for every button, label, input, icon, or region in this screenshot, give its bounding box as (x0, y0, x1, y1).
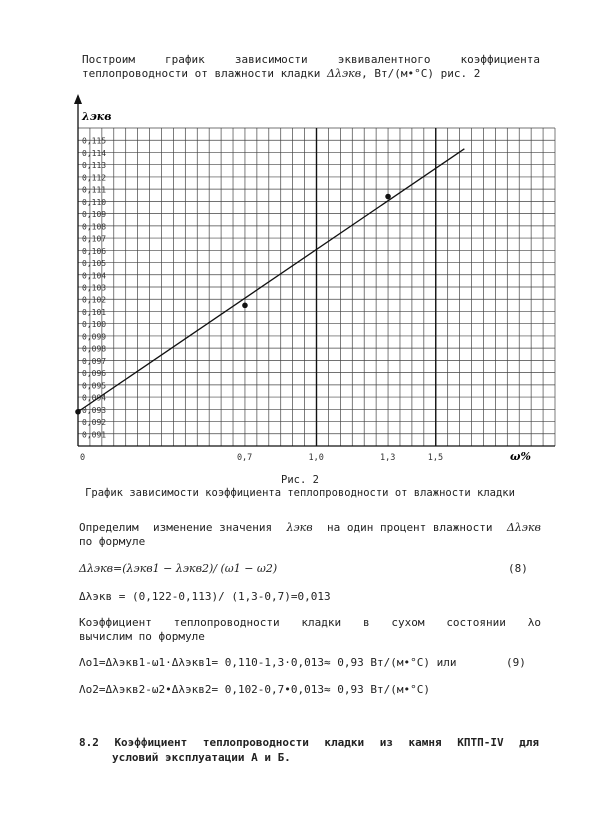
figure-caption: Рис. 2 (281, 474, 319, 486)
y-tick-label: 0,115 (82, 136, 107, 146)
word: теплопроводности (173, 616, 280, 629)
intro-word: Построим (82, 53, 135, 66)
word: КПТП-IV (457, 736, 504, 749)
y-tick-label: 0,102 (82, 295, 107, 305)
section-heading (79, 735, 539, 765)
x-tick-label: 0 (80, 453, 86, 463)
y-tick-label: 0,100 (82, 320, 107, 330)
equation-9a: Λо1=Δλэкв1-ω1·Δλэкв1= 0,110-1,3·0,013≈ 0,93 Вт/(м•°С) или (79, 656, 457, 669)
intro-word: зависимости (234, 53, 308, 66)
word: кладки (324, 736, 365, 749)
y-tick-label: 0,113 (82, 161, 107, 171)
y-axis-arrow (74, 94, 82, 104)
y-tick-label: 0,103 (82, 283, 107, 293)
x-tick-label: 1,3 (380, 453, 396, 463)
symbol: Δλэкв (506, 521, 541, 534)
y-tick-label: 0,110 (82, 197, 107, 207)
equation-8: Δλэкв=(λэкв1 − λэкв2)/ (ω1 − ω2) (79, 562, 278, 575)
paragraph-1 (79, 521, 541, 549)
paragraph-2-line-1 (79, 616, 541, 630)
chart-x-ticks (80, 453, 443, 463)
intro-word: график (165, 53, 205, 66)
word: состоянии (446, 616, 506, 629)
equation-9-number: (9) (506, 656, 526, 669)
paragraph-1-line-1 (79, 521, 541, 535)
word: λо (527, 616, 541, 629)
data-point (242, 303, 248, 309)
y-tick-label: 0,097 (82, 356, 107, 366)
section-heading-line-2: условий эксплуатации А и Б. (112, 751, 291, 764)
y-tick-label: 0,106 (82, 246, 107, 256)
y-tick-label: 0,094 (82, 393, 107, 403)
y-tick-label: 0,108 (82, 222, 107, 232)
intro-tail: , Вт/(м•°С) рис. 2 (361, 67, 481, 80)
word: Коэффициент (79, 616, 152, 629)
y-tick-label: 0,114 (82, 148, 107, 158)
y-tick-label: 0,109 (82, 210, 107, 220)
word: для (519, 736, 539, 749)
y-tick-label: 0,096 (82, 369, 107, 379)
word: сухом (391, 616, 425, 629)
chart-x-label: ω% (510, 450, 531, 463)
data-point (75, 409, 81, 415)
y-tick-label: 0,091 (82, 430, 107, 440)
y-tick-label: 0,104 (82, 271, 107, 281)
x-tick-label: 0,7 (236, 453, 253, 463)
chart-axes (74, 94, 555, 446)
figure-title: График зависимости коэффициента теплопроводности от влажности кладки (85, 487, 515, 499)
word: Коэффициент (114, 736, 188, 749)
intro-text: теплопроводности от влажности кладки (82, 67, 328, 80)
word: кладки (301, 616, 342, 629)
y-tick-label: 0,105 (82, 259, 107, 269)
y-tick-label: 0,098 (82, 344, 107, 354)
y-tick-label: 0,092 (82, 418, 107, 428)
paragraph-2-line-2: вычислим по формуле (79, 630, 205, 643)
paragraph-2 (79, 616, 541, 644)
y-tick-label: 0,111 (82, 185, 107, 195)
word: из (379, 736, 393, 749)
y-tick-label: 0,095 (82, 381, 107, 391)
word: камня (408, 736, 442, 749)
y-tick-label: 0,107 (82, 234, 107, 244)
chart-y-label: λэкв (82, 110, 112, 123)
word: на один процент влажности (326, 521, 493, 534)
y-tick-label: 0,101 (82, 307, 107, 317)
equation-8-values: Δλэкв = (0,122-0,113)/ (1,3-0,7)=0,013 (79, 590, 331, 603)
x-tick-label: 1,0 (308, 453, 324, 463)
section-number: 8.2 (79, 736, 99, 749)
word: Определим (79, 521, 139, 534)
symbol: λэкв (286, 521, 313, 534)
paragraph-1-line-2: по формуле (79, 535, 146, 548)
intro-word: коэффициента (460, 53, 540, 66)
x-tick-label: 1,5 (427, 453, 444, 463)
chart-y-ticks (82, 137, 106, 440)
word: в (362, 616, 370, 629)
data-point (385, 194, 391, 200)
y-tick-label: 0,093 (82, 405, 107, 415)
intro-symbol: Δλэкв (327, 67, 362, 80)
equation-9b: Λо2=Δλэкв2-ω2•Δλэкв2= 0,102-0,7•0,013≈ 0,93 Вт/(м•°С) (79, 683, 430, 696)
word: теплопроводности (202, 736, 309, 749)
y-tick-label: 0,099 (82, 332, 107, 342)
intro-word: эквивалентного (337, 53, 431, 66)
equation-8-number: (8) (508, 562, 528, 575)
word: изменение значения (152, 521, 273, 534)
y-tick-label: 0,112 (82, 173, 107, 183)
section-heading-line-1 (79, 735, 539, 750)
